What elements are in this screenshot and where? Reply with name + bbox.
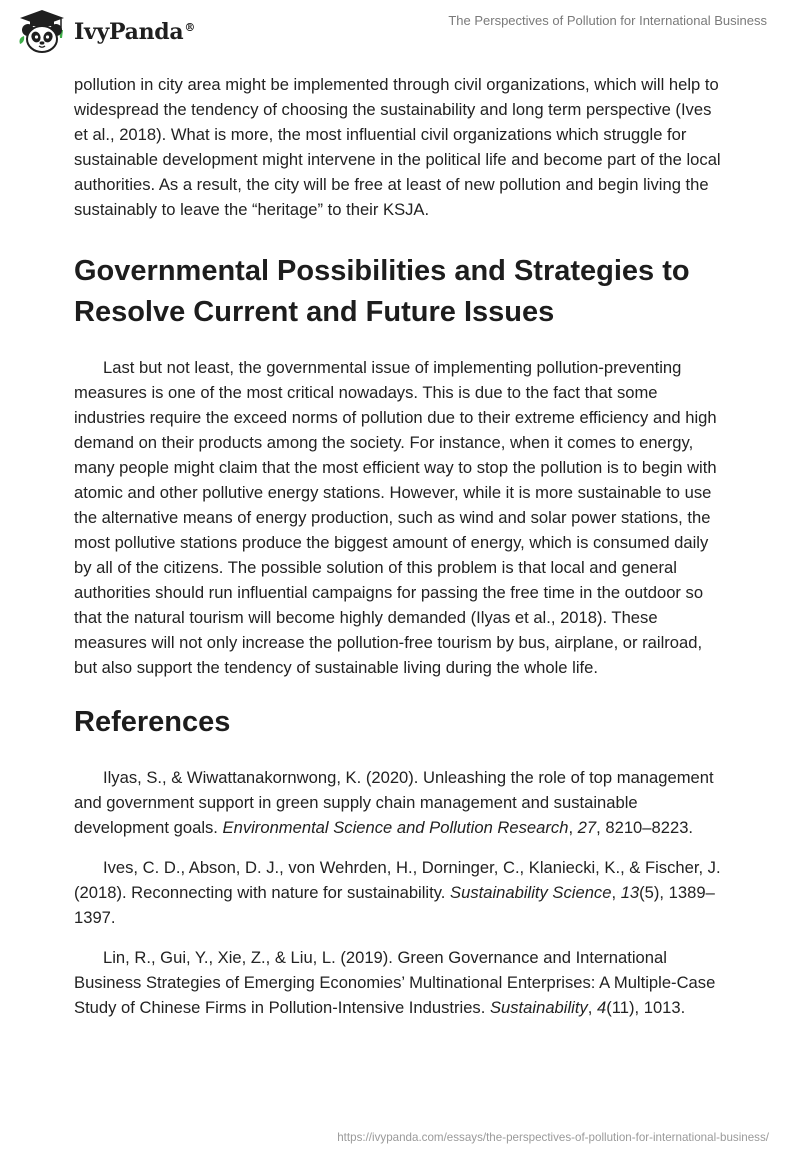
logo-text: IvyPanda <box>74 19 184 45</box>
reference-separator: , <box>587 998 597 1017</box>
logo-wordmark <box>74 19 195 45</box>
reference-item <box>74 945 726 1020</box>
reference-journal: Sustainability <box>489 998 588 1017</box>
page-header <box>0 0 800 64</box>
registered-mark: ® <box>184 20 196 34</box>
document-title: The Perspectives of Pollution for International Business <box>448 13 767 28</box>
reference-text: Ilyas, S., & Wiwattanakornwong, K. (2020). Unleashing the role of top management and government support in green supply chain management and sustainable development goals. <box>74 768 714 837</box>
essay-content <box>74 72 726 1020</box>
reference-journal: Sustainability Science <box>450 883 612 902</box>
reference-item <box>74 765 726 840</box>
reference-volume: 13 <box>620 883 640 902</box>
section-heading-government: Governmental Possibilities and Strategies to Resolve Current and Future Issues <box>74 255 690 328</box>
ivypanda-logo[interactable] <box>16 8 195 56</box>
reference-separator: , <box>568 818 578 837</box>
reference-journal: Environmental Science and Pollution Research <box>222 818 569 837</box>
reference-pages: , 8210–8223. <box>596 818 694 837</box>
source-url-link[interactable]: https://ivypanda.com/essays/the-perspectives-of-pollution-for-international-business/ <box>337 1131 769 1144</box>
government-paragraph: Last but not least, the governmental issue of implementing pollution-preventing measures is one of the most critical nowadays. This is due to the fact that some industries require the exceed norms of pollution due to their extreme efficiency and high demand on their products among the society. For instance, when it comes to energy, many people might claim that the most efficient way to stop the pollution is to begin with atomic and other pollutive energy stations. However, while it is more sustainable to use the alternative means of energy production, such as wind and solar power stations, the most pollutive stations produce the biggest amount of energy, which is consumed daily by all of the citizens. The possible solution of this problem is that local and general authorities should run influential campaigns for passing the free time in the outdoor so that the natural tourism will become highly demanded (Ilyas et al., 2018). These measures will not only increase the pollution-free tourism by bus, airplane, or railroad, but also support the tendency of sustainable living during the whole life. <box>74 358 717 677</box>
intro-paragraph: pollution in city area might be implemented through civil organizations, which will help to widespread the tendency of choosing the sustainability and long term perspective (Ives et al., 2018). What is more, the most influential civil organizations which struggle for sustainable development might intervene in the political life and become part of the local authorities. As a result, the city will be free at least of new pollution and begin living the sustainably to leave the “heritage” to their KSJA. <box>74 75 721 219</box>
reference-text: Lin, R., Gui, Y., Xie, Z., & Liu, L. (2019). Green Governance and International Business Strategies of Emerging Economies’ Multinational Enterprises: A Multiple-Case Study of Chinese Firms in Pollution-Intensive Industries. <box>74 948 716 1017</box>
reference-volume: 4 <box>596 998 607 1017</box>
reference-text: Ives, C. D., Abson, D. J., von Wehrden, H., Dorninger, C., Klaniecki, K., & Fischer, J. (2018). Reconnecting with nature for sustainability. <box>74 858 721 902</box>
panda-graduate-icon <box>16 8 68 56</box>
reference-pages: (11), 1013. <box>606 998 686 1017</box>
reference-volume: 27 <box>577 818 597 837</box>
reference-pages: (5), 1389–1397. <box>74 883 715 927</box>
reference-item <box>74 855 726 930</box>
reference-separator: , <box>611 883 621 902</box>
references-heading: References <box>74 706 231 738</box>
